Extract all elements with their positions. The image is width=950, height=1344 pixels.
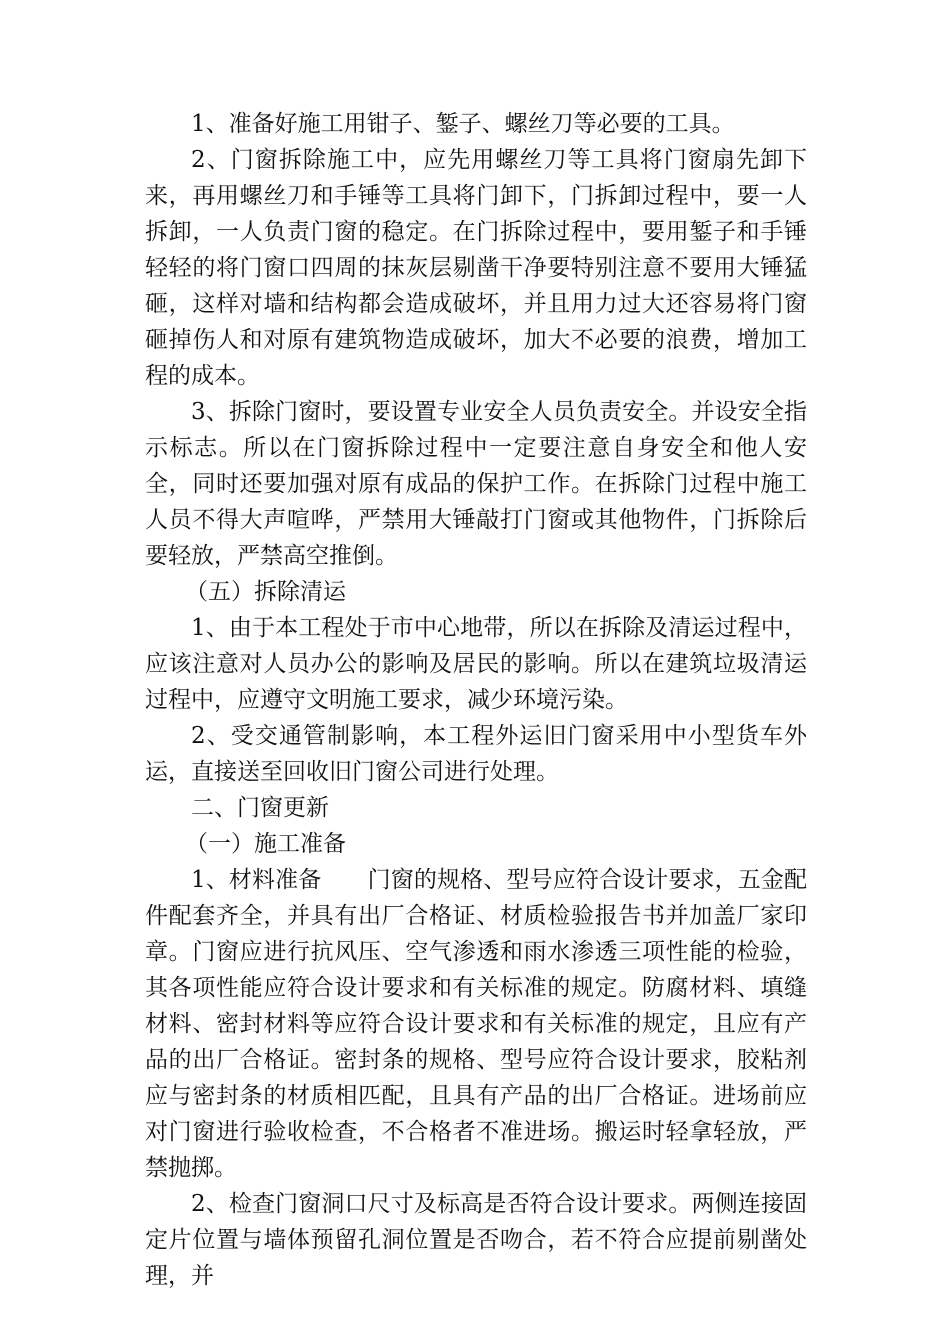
chapter-heading-window-renewal: 二、门窗更新 (191, 795, 329, 821)
document-body (145, 106, 807, 1294)
paragraph-transport-impact: 1、由于本工程处于市中心地带，所以在拆除及清运过程中，应该注意对人员办公的影响及居民的影响。所以在建筑垃圾清运过程中，应遵守文明施工要求，减少环境污染。 (145, 615, 807, 713)
paragraph-opening-check: 2、检查门窗洞口尺寸及标高是否符合设计要求。两侧连接固定片位置与墙体预留孔洞位置是否吻合，若不符合应提前剔凿处理，并 (145, 1191, 807, 1289)
section-heading-preparation: （一）施工准备 (185, 831, 346, 857)
paragraph-safety: 3、拆除门窗时，要设置专业安全人员负责安全。并设安全指示标志。所以在门窗拆除过程中一定要注意自身安全和他人安全，同时还要加强对原有成品的保护工作。在拆除门过程中施工人员不得大声喧哗，严禁用大锤敲打门窗或其他物件，门拆除后要轻放，严禁高空推倒。 (145, 399, 807, 569)
paragraph-traffic-control: 2、受交通管制影响，本工程外运旧门窗采用中小型货车外运，直接送至回收旧门窗公司进行处理。 (145, 723, 807, 785)
paragraph-removal-procedure: 2、门窗拆除施工中，应先用螺丝刀等工具将门窗扇先卸下来，再用螺丝刀和手锤等工具将门卸下，门拆卸过程中，要一人拆卸，一人负责门窗的稳定。在门拆除过程中，要用錾子和手锤轻轻的将门窗口四周的抹灰层剔凿干净要特别注意不要用大锤猛砸，这样对墙和结构都会造成破坏，并且用力过大还容易将门窗砸掉伤人和对原有建筑物造成破坏，加大不必要的浪费，增加工程的成本。 (145, 147, 807, 389)
section-heading-removal-transport: （五）拆除清运 (185, 579, 346, 605)
paragraph-tools: 1、准备好施工用钳子、錾子、螺丝刀等必要的工具。 (191, 111, 735, 137)
paragraph-materials: 1、材料准备 门窗的规格、型号应符合设计要求，五金配件配套齐全，并具有出厂合格证、材质检验报告书并加盖厂家印章。门窗应进行抗风压、空气渗透和雨水渗透三项性能的检验，其各项性能应符合设计要求和有关标准的规定。防腐材料、填缝材料、密封材料等应符合设计要求和有关标准的规定，且应有产品的出厂合格证。密封条的规格、型号应符合设计要求，胶粘剂应与密封条的材质相匹配，且具有产品的出厂合格证。进场前应对门窗进行验收检查，不合格者不准进场。搬运时轻拿轻放，严禁抛掷。 (145, 867, 807, 1181)
